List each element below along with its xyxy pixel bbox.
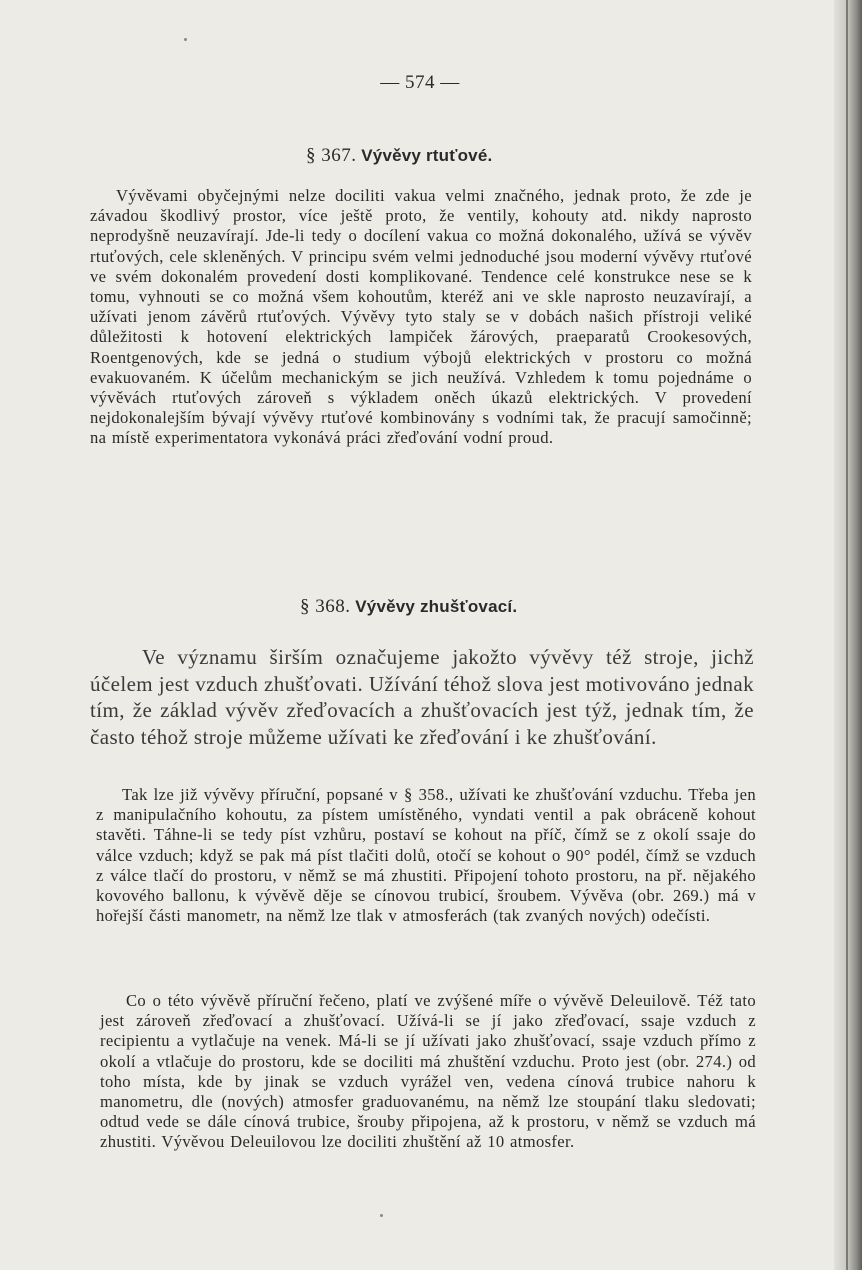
section-title: Vývěvy rtuťové. — [361, 146, 493, 165]
section-heading-367 — [306, 145, 492, 167]
paragraph-compression-pumps-intro: Ve významu širším označujeme jakožto vývěvy též stroje, jichž účelem jest vzduch zhušťovati. Užívání téhož slova jest motivováno jednak tím, že základ vývěv zřeďovacích a zhušťovacích jest týž, jednak tím, že často téhož stroje můžeme užívati ke zřeďování i ke zhušťování. — [90, 645, 754, 749]
section-title: Vývěvy zhušťovací. — [355, 597, 518, 616]
section-number: § 368. — [300, 596, 351, 617]
section-number: § 367. — [306, 145, 357, 166]
paragraph-mercury-pumps: Vývěvami obyčejnými nelze dociliti vakua velmi značného, jednak proto, že zde je závadou škodlivý prostor, více ještě proto, že ventily, kohouty atd. nikdy naprosto neprodyšně neuzavírají. Jde-li tedy o docílení vakua co možná dokonalého, užívá se vývěv rtuťových, cele skleněných. V principu svém velmi jednoduché jsou moderní vývěvy rtuťové ve svém dokonalém provedení dosti komplikované. Tendence celé konstrukce nese se k tomu, vyhnouti se co možná všem kohoutům, kteréž ani ve skle naprosto neuzavírají, a užívati jenom závěrů rtuťových. Vývěvy tyto staly se v dobách našich přístroji veliké důležitosti k hotovení elektrických lampiček žárových, praeparatů Crookesových, Roentgenových, kde se jedná o studium výbojů elektrických v prostoru co možná evakuovaném. K účelům mechanickým se jich neužívá. Vzhledem k tomu pojednáme o vývěvách rtuťových zároveň s výkladem oněch úkazů elektrických. V provedení nejdokonalejším bývají vývěvy rtuťové kombinovány s vodními tak, že pracují samočinně; na místě experimentatora vykonává práci zřeďování vodní proud. — [90, 186, 752, 448]
page-number: — 574 — — [380, 72, 460, 93]
paper-speck — [184, 38, 187, 41]
paragraph-deleuil-pump: Co o této vývěvě příruční řečeno, platí ve zvýšené míře o vývěvě Deleuilově. Též tato jest zároveň zřeďovací a zhušťovací. Užívá-li se jí jako zřeďovací, ssaje vzduch z recipientu a vytlačuje na venek. Má-li se jí užívati jako zhušťovací, ssaje vzduch přímo z okolí a vtlačuje do prostoru, kde se dociliti má zhuštění vzduchu. Proto jest (obr. 274.) od toho místa, kde by jinak se vzduch vyrážel ven, vedena cínová trubice nahoru k manometru, dle (nových) atmosfer graduovanému, na němž lze stoupání tlaku sledovati; odtud vede se dále cínová trubice, šrouby připojena, až k prostoru, v němž se vzduch má zhustiti. Vývěvou Deleuilovou lze dociliti zhuštění až 10 atmosfer. — [100, 991, 756, 1152]
page-edge-shadow — [846, 0, 848, 1270]
paragraph-hand-pump: Tak lze již vývěvy příruční, popsané v § 358., užívati ke zhušťování vzduchu. Třeba jen z manipulačního kohoutu, za pístem umístěného, vyndati ventil a pak obráceně kohout stavěti. Táhne-li se tedy píst vzhůru, postaví se kohout na příč, čímž se z okolí ssaje do válce vzduch; když se pak má píst tlačiti dolů, otočí se kohout o 90° podél, čímž se vzduch z válce tlačí do prostoru, v němž se má zhustiti. Připojení tohoto prostoru, na př. nějakého kovového ballonu, k vývěvě děje se cínovou trubicí, šroubem. Vývěva (obr. 269.) má v hořejší části manometr, na němž lze tlak v atmosferách (tak zvaných nových) odečísti. — [96, 785, 756, 926]
page-binding-edge — [834, 0, 862, 1270]
paper-speck — [380, 1214, 383, 1217]
section-heading-368 — [300, 596, 517, 618]
